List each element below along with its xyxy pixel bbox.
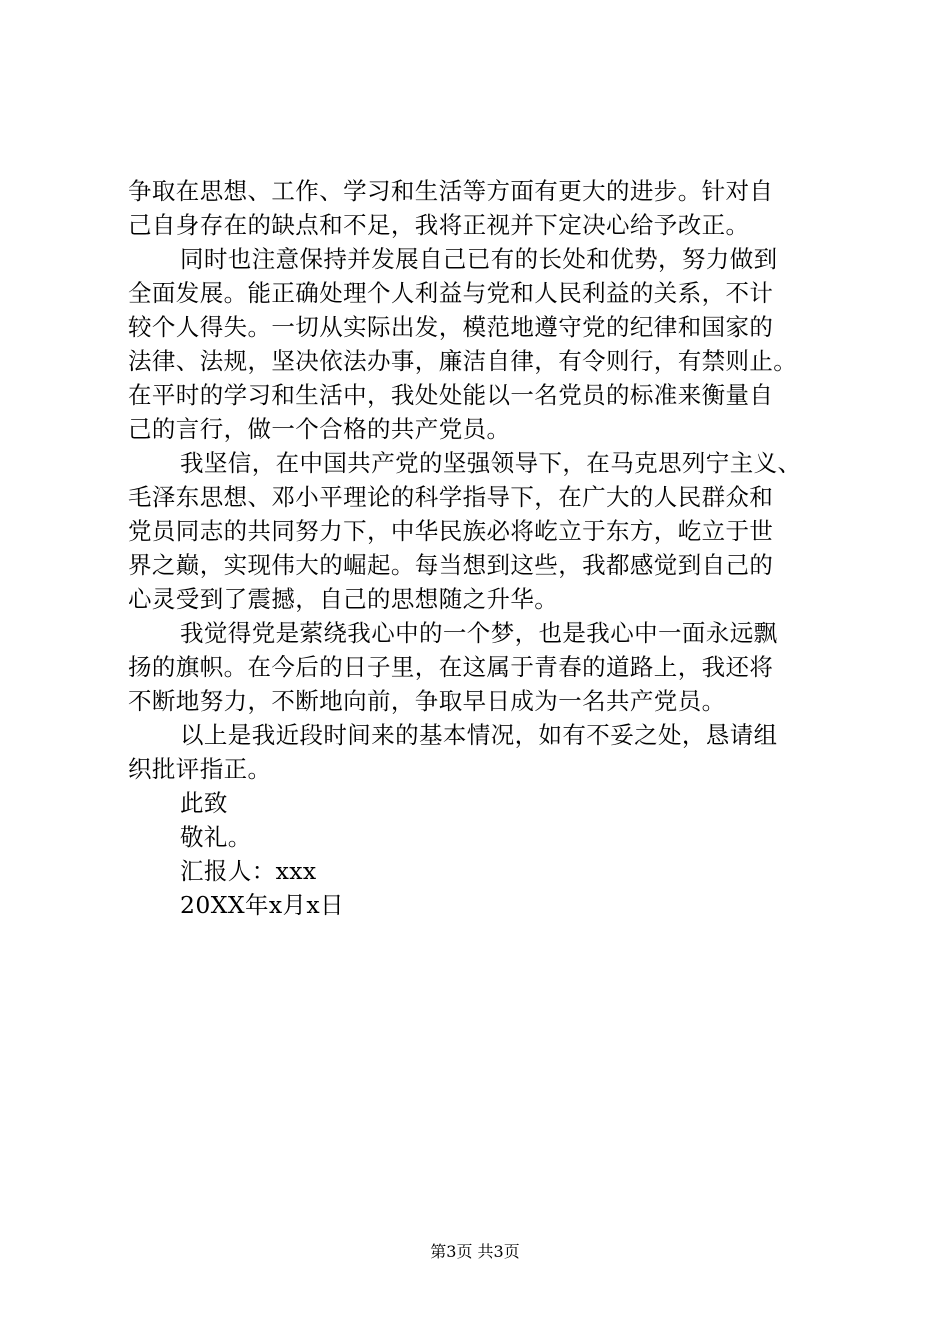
text-line: 心灵受到了震撼，自己的思想随之升华。 xyxy=(128,585,559,613)
closing-salutation: 此致 xyxy=(180,789,228,817)
text-line: 织批评指正。 xyxy=(128,755,272,783)
text-line: 在平时的学习和生活中，我处处能以一名党员的标准来衡量自 xyxy=(128,381,774,409)
text-line: 较个人得失。一切从实际出发，模范地遵守党的纪律和国家的 xyxy=(128,313,774,341)
text-line: 己自身存在的缺点和不足，我将正视并下定决心给予改正。 xyxy=(128,211,750,239)
paragraph-start-line: 同时也注意保持并发展自己已有的长处和优势，努力做到 xyxy=(180,245,778,273)
text-line: 界之巅，实现伟大的崛起。每当想到这些，我都感觉到自己的 xyxy=(128,551,774,579)
text-line: 党员同志的共同努力下，中华民族必将屹立于东方，屹立于世 xyxy=(128,517,774,545)
paragraph-start-line: 以上是我近段时间来的基本情况，如有不妥之处，恳请组 xyxy=(180,721,778,749)
text-line: 不断地努力，不断地向前，争取早日成为一名共产党员。 xyxy=(128,687,726,715)
text-line: 全面发展。能正确处理个人利益与党和人民利益的关系，不计 xyxy=(128,279,774,307)
paragraph-start-line: 我觉得党是萦绕我心中的一个梦，也是我心中一面永远飘 xyxy=(180,619,778,647)
reporter-signature: 汇报人：xxx xyxy=(180,857,317,885)
paragraph-start-line: 我坚信，在中国共产党的坚强领导下，在马克思列宁主义、 xyxy=(180,449,802,477)
text-line: 扬的旗帜。在今后的日子里，在这属于青春的道路上，我还将 xyxy=(128,653,774,681)
text-line: 争取在思想、工作、学习和生活等方面有更大的进步。针对自 xyxy=(128,177,774,205)
closing-regards: 敬礼。 xyxy=(180,823,252,851)
report-date: 20XX年x月x日 xyxy=(180,891,344,919)
text-line: 己的言行，做一个合格的共产党员。 xyxy=(128,415,511,443)
text-line: 法律、法规，坚决依法办事，廉洁自律，有令则行，有禁则止。 xyxy=(128,347,798,375)
report-body xyxy=(128,174,838,922)
page-number-footer: 第3页 共3页 xyxy=(430,1242,520,1261)
text-line: 毛泽东思想、邓小平理论的科学指导下，在广大的人民群众和 xyxy=(128,483,774,511)
